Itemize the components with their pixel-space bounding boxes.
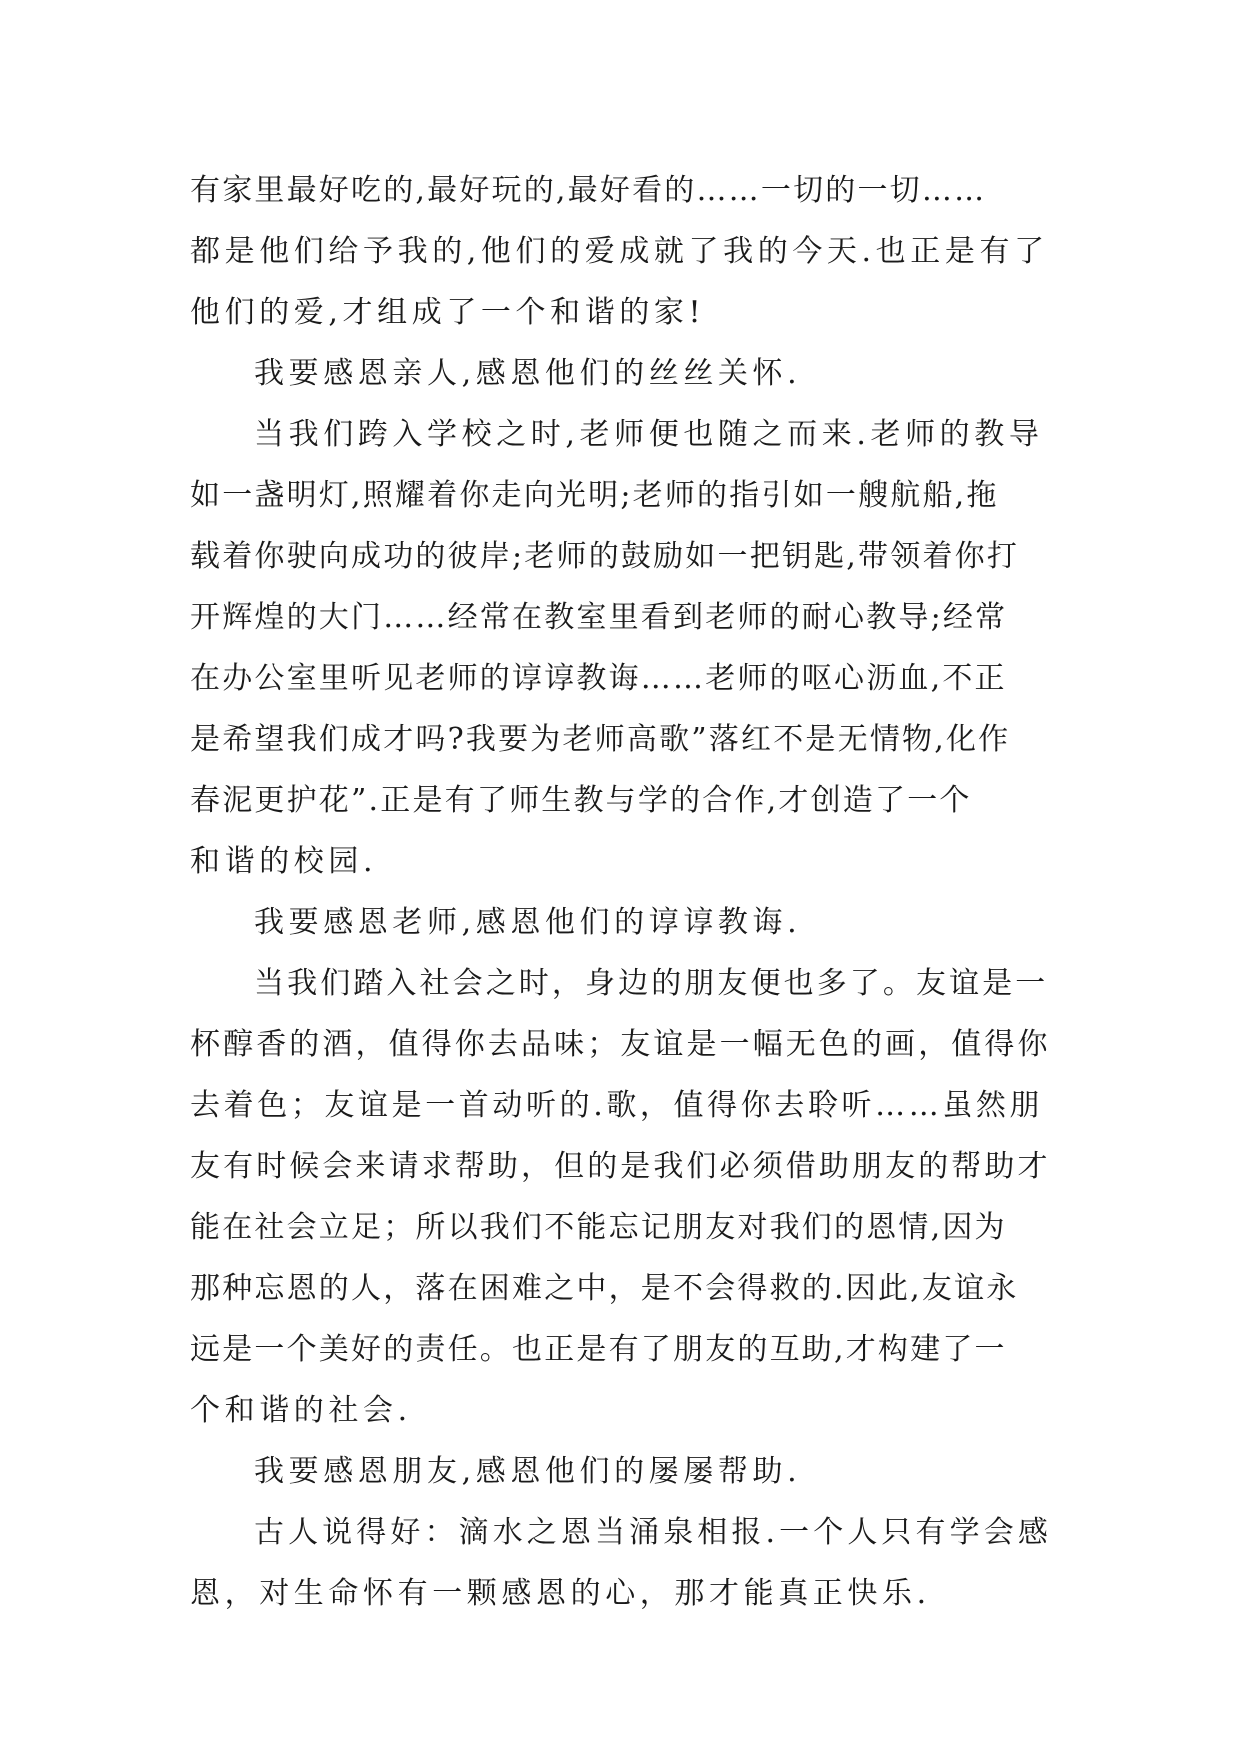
text-line: 有家里最好吃的,最好玩的,最好看的……一切的一切…… <box>190 173 987 208</box>
text-line: 去着色；友谊是一首动听的.歌，值得你去聆听……虽然朋 <box>190 1088 1044 1123</box>
text-line: 杯醇香的酒，值得你去品味；友谊是一幅无色的画，值得你 <box>190 1027 1051 1062</box>
text-line: 开辉煌的大门……经常在教室里看到老师的耐心教导;经常 <box>190 600 1008 635</box>
text-line: 个和谐的社会. <box>190 1393 412 1428</box>
text-line: 在办公室里听见老师的谆谆教诲……老师的呕心沥血,不正 <box>190 661 1007 696</box>
text-line: 是希望我们成才吗?我要为老师高歌”落红不是无情物,化作 <box>190 722 1011 757</box>
text-line: 和谐的校园. <box>190 844 378 879</box>
text-line: 都是他们给予我的,他们的爱成就了我的今天.也正是有了 <box>190 234 1049 269</box>
text-line: 友有时候会来请求帮助，但的是我们必须借助朋友的帮助才 <box>190 1149 1051 1184</box>
paragraph-first-line: 我要感恩亲人,感恩他们的丝丝关怀. <box>254 356 802 391</box>
text-line: 恩，对生命怀有一颗感恩的心，那才能真正快乐. <box>190 1576 931 1611</box>
text-line: 远是一个美好的责任。也正是有了朋友的互助,才构建了一 <box>190 1332 1007 1367</box>
paragraph-first-line: 我要感恩老师,感恩他们的谆谆教诲. <box>254 905 802 940</box>
text-line: 能在社会立足；所以我们不能忘记朋友对我们的恩情,因为 <box>190 1210 1007 1245</box>
essay-body <box>190 160 1052 1624</box>
text-line: 春泥更护花”.正是有了师生教与学的合作,才创造了一个 <box>190 783 972 818</box>
text-line: 如一盏明灯,照耀着你走向光明;老师的指引如一艘航船,拖 <box>190 478 999 513</box>
paragraph-first-line: 我要感恩朋友,感恩他们的屡屡帮助. <box>254 1454 802 1489</box>
paragraph-first-line: 当我们跨入学校之时,老师便也随之而来.老师的教导 <box>254 417 1044 452</box>
text-line: 载着你驶向成功的彼岸;老师的鼓励如一把钥匙,带领着你打 <box>190 539 1020 574</box>
text-line: 那种忘恩的人，落在困难之中，是不会得救的.因此,友谊永 <box>190 1271 1019 1306</box>
paragraph-first-line: 古人说得好：滴水之恩当涌泉相报.一个人只有学会感 <box>254 1515 1052 1550</box>
paragraph-first-line: 当我们踏入社会之时，身边的朋友便也多了。友谊是一 <box>254 966 1049 1001</box>
text-line: 他们的爱,才组成了一个和谐的家! <box>190 295 706 330</box>
